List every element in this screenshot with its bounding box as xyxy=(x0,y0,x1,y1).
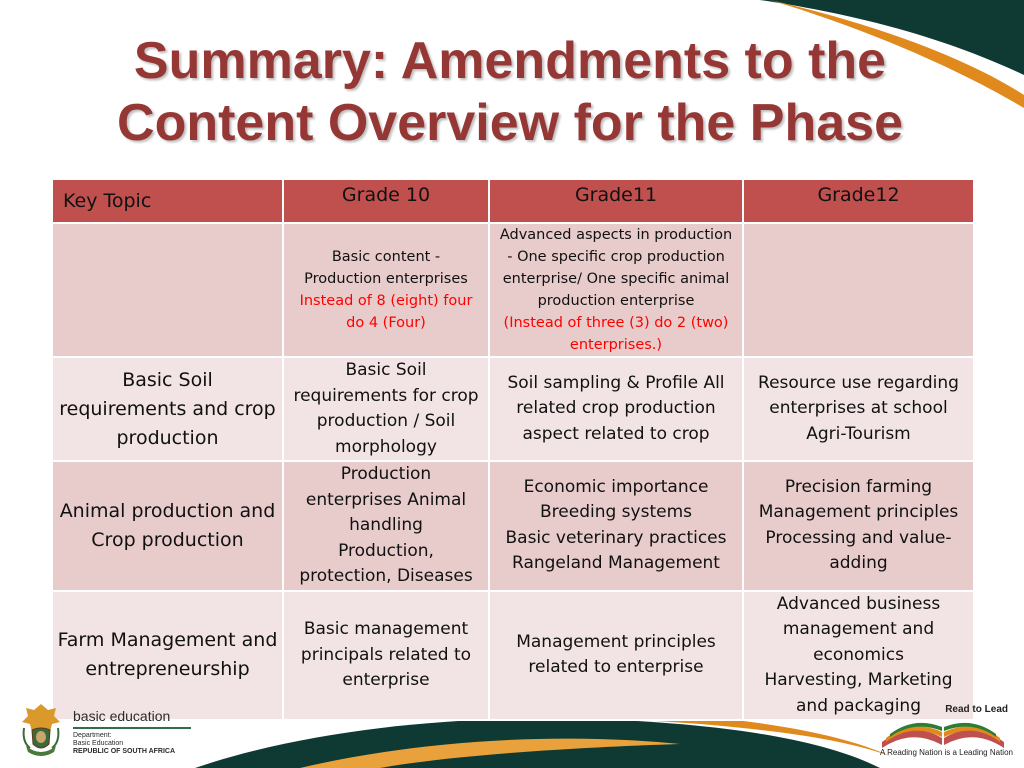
row1-grade11-text: Advanced aspects in production - One specific crop production enterprise/ One specific animal production enterprise xyxy=(499,227,733,309)
row1-grade11 xyxy=(489,223,743,357)
slide-title xyxy=(40,30,980,154)
row3-grade10 xyxy=(283,461,489,591)
row3-grade10-line-b: enterprises Animal handling xyxy=(305,489,467,535)
basic-education-logo xyxy=(18,702,193,762)
row1-grade10-highlight: Instead of 8 (eight) four do 4 (Four) xyxy=(299,293,473,331)
row2-grade12-line-a: Resource use regarding xyxy=(758,372,959,393)
read-to-lead-logo xyxy=(872,704,1012,764)
header-grade-10: Grade 10 xyxy=(283,179,489,223)
table-row xyxy=(52,357,974,461)
dept-text xyxy=(73,708,191,756)
read-to-lead-title: Read to Lead xyxy=(945,704,1008,715)
row1-grade10-line-a: Basic content - xyxy=(331,249,441,265)
row3-grade10-line-c: Production, protection, Diseases xyxy=(299,540,473,586)
dept-name: basic education xyxy=(73,708,171,724)
row2-grade12 xyxy=(743,357,974,461)
dept-line-1: Department: xyxy=(73,732,112,739)
row2-grade11: Soil sampling & Profile All related crop production aspect related to crop xyxy=(489,357,743,461)
coat-of-arms-icon xyxy=(18,702,64,760)
row1-grade10-line-b: Production enterprises xyxy=(304,271,468,287)
row3-grade11-line-c: Basic veterinary practices xyxy=(505,527,727,548)
row1-grade10 xyxy=(283,223,489,357)
open-book-icon xyxy=(878,718,1008,750)
row2-grade10: Basic Soil requirements for crop production / Soil morphology xyxy=(283,357,489,461)
row1-topic xyxy=(52,223,283,357)
header-grade-11: Grade11 xyxy=(489,179,743,223)
row4-topic: Farm Management and entrepreneurship xyxy=(52,591,283,721)
table-row xyxy=(52,591,974,721)
dept-line-2: Basic Education xyxy=(73,740,124,747)
title-line-2: Content Overview for the Phase xyxy=(117,94,903,152)
row3-grade12-line-a: Precision farming xyxy=(784,476,933,497)
row3-grade12-line-b: Management principles xyxy=(758,502,959,523)
row3-grade11-line-b: Breeding systems xyxy=(540,502,692,523)
table-row xyxy=(52,223,974,357)
row3-grade11-line-d: Rangeland Management xyxy=(512,553,720,574)
header-grade-12: Grade12 xyxy=(743,179,974,223)
dept-line-3: REPUBLIC OF SOUTH AFRICA xyxy=(73,748,176,755)
row2-grade12-line-c: Agri-Tourism xyxy=(806,423,911,444)
table-row xyxy=(52,461,974,591)
row3-grade12 xyxy=(743,461,974,591)
row2-topic: Basic Soil requirements and crop production xyxy=(52,357,283,461)
row4-grade12-line-b: Harvesting, Marketing and packaging xyxy=(764,670,953,716)
row1-grade12 xyxy=(743,223,974,357)
title-line-1: Summary: Amendments to the xyxy=(133,32,887,90)
amendments-table xyxy=(51,178,975,721)
row4-grade12-line-a: Advanced business management and economics xyxy=(776,593,941,665)
row4-grade12 xyxy=(743,591,974,721)
row2-grade12-line-b: enterprises at school xyxy=(769,398,948,419)
header-key-topic: Key Topic xyxy=(52,179,283,223)
dept-rule xyxy=(73,727,191,729)
row3-grade10-line-a: Production xyxy=(340,464,432,484)
row1-grade11-highlight: (Instead of three (3) do 2 (two) enterprises.) xyxy=(503,315,729,353)
table-header-row xyxy=(52,179,974,223)
row3-topic: Animal production and Crop production xyxy=(52,461,283,591)
read-to-lead-tagline: A Reading Nation is a Leading Nation xyxy=(880,748,1013,757)
row4-grade11: Management principles related to enterprise xyxy=(489,591,743,721)
row3-grade11-line-a: Economic importance xyxy=(523,476,709,497)
row4-grade10: Basic management principals related to enterprise xyxy=(283,591,489,721)
row3-grade11 xyxy=(489,461,743,591)
row3-grade12-line-c: Processing and value-adding xyxy=(765,527,952,574)
